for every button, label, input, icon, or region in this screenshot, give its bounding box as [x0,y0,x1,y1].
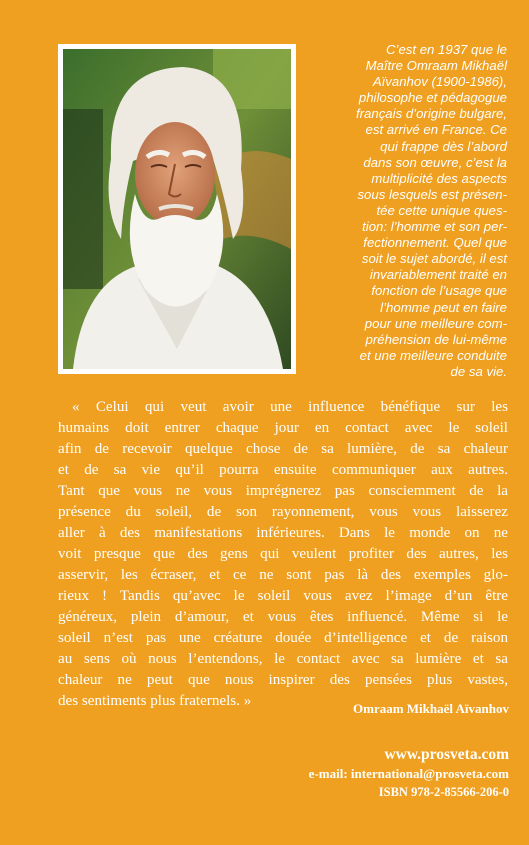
quote-line: généreux, plein d’amour, et vous êtes influencé. Même si le [58,609,508,625]
quote-line: afin de recevoir quelque chose de sa lumière, de sa chaleur [58,441,508,457]
quote-line: au sens où nous l’entendons, le contact avec sa lumière et sa [58,651,508,667]
author-photo [58,44,296,374]
quote-line: rieux ! Tandis qu’avec le soleil vous avez l’image d’un être [58,588,508,604]
quote-line: Tant que vous ne vous imprégnerez pas consciemment de la [58,483,508,499]
quote-line: asservir, les écraser, et ce ne sont pas là des exemples glo- [58,567,508,583]
author-portrait-image [63,49,291,369]
contact-block [309,744,509,801]
quote-paragraph [58,397,508,712]
email-address[interactable]: e-mail: international@prosveta.com [308,766,509,781]
quote-line: « Celui qui veut avoir une influence bénéfique sur les [72,399,508,415]
quote-line: des sentiments plus fraternels. » [58,693,252,709]
quote-line: présence du soleil, de son rayonnement, vous vous laisserez [58,504,508,520]
quote-line: et de sa vie qu’il pourra ensuite communiquer aux autres. [58,462,508,478]
quote-author: Omraam Mikhaël Aïvanhov [352,701,509,716]
quote-line: chaleur ne peut que nous inspirer des pensées plus vastes, [58,672,508,688]
author-biography: C’est en 1937 que le Maître Omraam Mikhaël Aïvanhov (1900-1986), philosophe et pédagogue français d’origine bulgare, est arrivé en France. Ce qui frappe dès l’abord dans son œuvre, c’est la multiplicité des aspects sous lesquels est présen- tée cette unique ques- tion: l’homme et son per- fectionnement. Quel que soit le sujet abordé, il est invariablement traité en fonction de l’usage que l’homme peut en faire pour une meilleure com- préhension de lui-même et une meilleure conduite de sa vie. [355,42,507,379]
isbn-number: ISBN 978-2-85566-206-0 [378,785,509,799]
quote-line: humains doit entrer chaque jour en contact avec le soleil [58,420,508,436]
quote-line: voit presque que des gens qui veulent profiter des autres, les [58,546,508,562]
website-link[interactable]: www.prosveta.com [384,746,509,763]
quote-line: aller à des manifestations inférieures. Dans le monde on ne [58,525,508,541]
quote-line: soleil n’est pas une créature douée d’intelligence et de raison [58,630,508,646]
